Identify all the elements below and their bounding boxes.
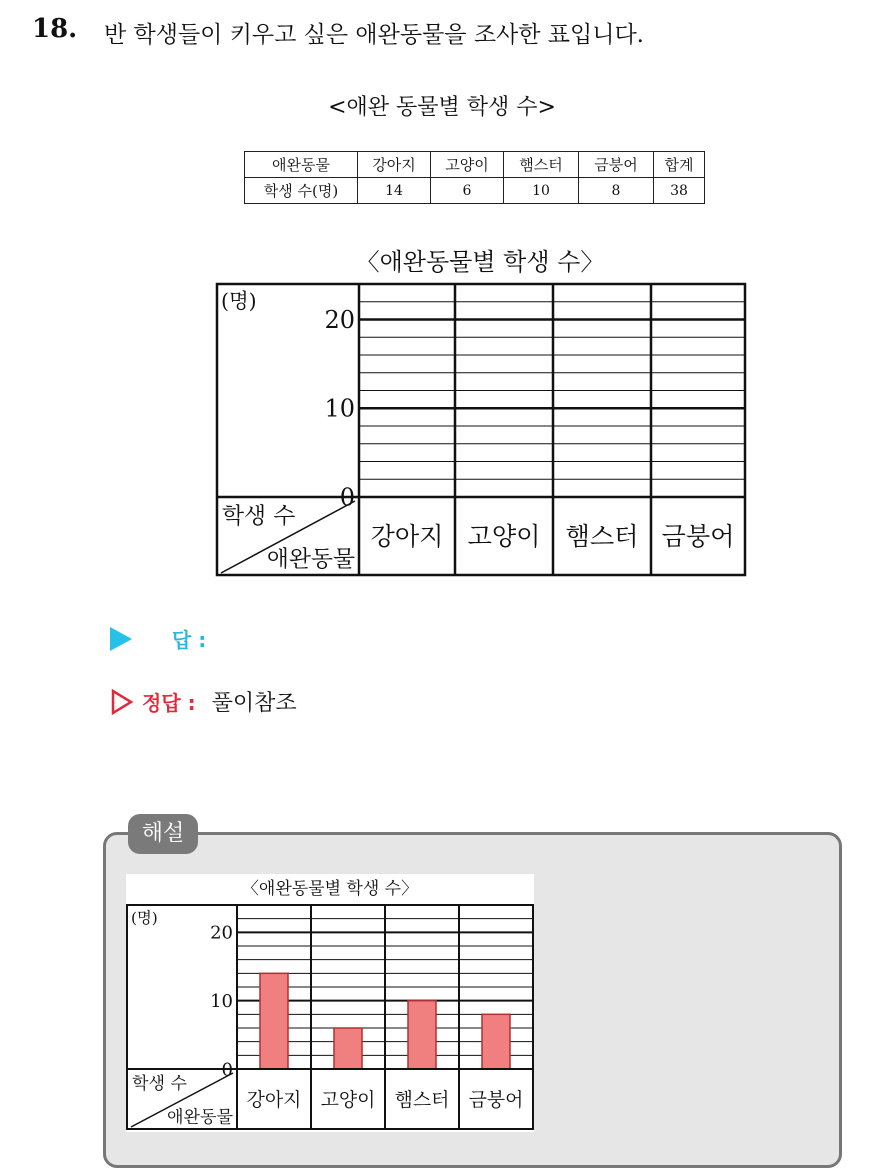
- y-unit-label: (명): [131, 909, 158, 927]
- explanation-tag: 해설: [128, 814, 198, 854]
- category-label: 강아지: [370, 522, 444, 552]
- y-tick-label: 20: [324, 305, 355, 334]
- bar-금붕어: [482, 1014, 510, 1069]
- table-cell: 8: [579, 178, 654, 204]
- explanation-chart-title: 〈애완동물별 학생 수〉: [241, 879, 419, 899]
- y-tick-label: 10: [210, 990, 233, 1012]
- y-tick-label: 0: [221, 1059, 233, 1081]
- category-label: 금붕어: [661, 522, 735, 552]
- bar-고양이: [334, 1028, 362, 1069]
- table-header-cell: 고양이: [431, 152, 504, 178]
- question-text: 반 학생들이 키우고 싶은 애완동물을 조사한 표입니다.: [104, 22, 644, 48]
- corner-label-top: 학생 수: [222, 503, 296, 530]
- corner-label-bottom: 애완동물: [266, 546, 355, 573]
- category-label: 고양이: [320, 1088, 376, 1111]
- corner-label-bottom: 애완동물: [166, 1107, 233, 1128]
- question-number: 18.: [32, 14, 78, 44]
- y-tick-label: 0: [339, 483, 355, 512]
- table-header-cell: 햄스터: [504, 152, 579, 178]
- table-header-cell: 합계: [654, 152, 705, 178]
- table-cell: 14: [358, 178, 431, 204]
- table-cell: 6: [431, 178, 504, 204]
- category-label: 금붕어: [468, 1088, 524, 1111]
- y-unit-label: (명): [221, 289, 257, 313]
- category-label: 고양이: [467, 522, 541, 552]
- y-tick-label: 10: [324, 394, 355, 423]
- table-cell: 38: [654, 178, 705, 204]
- bar-햄스터: [408, 1001, 436, 1069]
- answer-label: 답 :: [172, 628, 207, 652]
- table-header-cell: 금붕어: [579, 152, 654, 178]
- correct-answer-label: 정답 :: [142, 691, 196, 715]
- table-row-label: 학생 수(명): [245, 178, 358, 204]
- table-cell: 10: [504, 178, 579, 204]
- chart-title: 〈애완동물별 학생 수〉: [355, 248, 605, 276]
- category-label: 햄스터: [565, 522, 639, 552]
- corner-label-top: 학생 수: [132, 1073, 187, 1094]
- table-title: <애완 동물별 학생 수>: [328, 95, 556, 120]
- correct-answer-value: 풀이참조: [211, 691, 297, 716]
- category-label: 햄스터: [394, 1088, 450, 1111]
- table-header-cell: 애완동물: [245, 152, 358, 178]
- table-header-cell: 강아지: [358, 152, 431, 178]
- bar-강아지: [260, 973, 288, 1069]
- category-label: 강아지: [246, 1088, 302, 1111]
- y-tick-label: 20: [210, 922, 233, 944]
